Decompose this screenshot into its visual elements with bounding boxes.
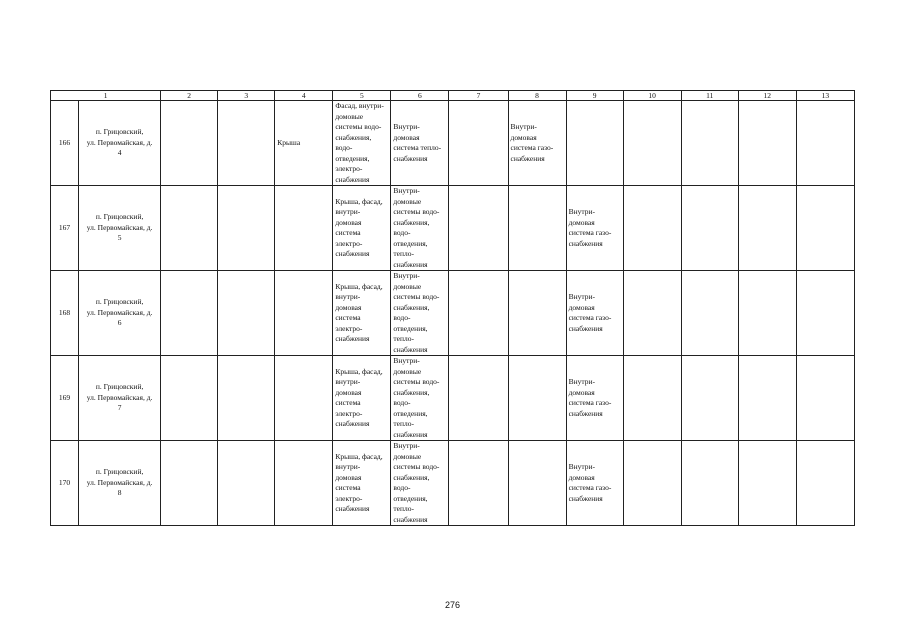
- cell-col-13: [796, 356, 854, 441]
- cell-text-line: снабжения: [393, 429, 428, 439]
- table-row: [51, 271, 855, 356]
- cell-text-line: система: [335, 398, 361, 407]
- cell-text-line: системы водо-: [335, 122, 382, 131]
- cell-text-line: снабжения: [393, 153, 428, 163]
- cell-text-line: п. Грицовский,: [95, 467, 144, 477]
- cell-text-line: домовая: [335, 302, 362, 312]
- cell-text-line: тепло-: [393, 334, 414, 343]
- cell-col-2: [161, 101, 218, 186]
- cell-text-line: 7: [117, 403, 122, 413]
- cell-text-line: ул. Первомайская, д.: [86, 222, 153, 232]
- cell-text-line: снабжения,: [393, 387, 430, 397]
- cell-text-line: водо-: [393, 228, 411, 237]
- cell-col-12: [738, 101, 796, 186]
- cell-text-line: ул. Первомайская, д.: [86, 477, 153, 487]
- cell-text-line: водо-: [335, 143, 353, 152]
- cell-text-line: системы водо-: [393, 462, 440, 471]
- address-cell: [79, 186, 161, 271]
- cell-text-line: системы водо-: [393, 207, 440, 216]
- cell-text-line: Крыша, фасад,: [335, 281, 383, 291]
- cell-text-line: система: [335, 483, 361, 492]
- cell-text-line: система: [335, 313, 361, 322]
- cell-col-5: [333, 356, 391, 441]
- capital-repair-table: [50, 90, 855, 526]
- cell-text-line: водо-: [393, 483, 411, 492]
- cell-text-line: Внутри-: [510, 122, 537, 131]
- cell-text-line: снабжения,: [393, 217, 430, 227]
- cell-text-line: снабжения: [393, 514, 428, 524]
- cell-col-4: [275, 356, 333, 441]
- row-number-cell: 167: [51, 186, 79, 271]
- cell-col-6: [391, 271, 449, 356]
- cell-col-4: [275, 441, 333, 526]
- cell-text-line: снабжения: [335, 504, 370, 513]
- cell-text-line: Внутри-: [393, 186, 420, 195]
- cell-text-line: внутри-: [335, 207, 361, 216]
- row-number-cell: 166: [51, 101, 79, 186]
- cell-col-2: [161, 356, 218, 441]
- cell-col-4: [275, 101, 333, 186]
- cell-text-line: система газо-: [568, 483, 612, 492]
- cell-col-5: [333, 101, 391, 186]
- cell-text-line: домовая: [393, 132, 420, 142]
- cell-col-11: [681, 271, 738, 356]
- cell-col-7: [449, 441, 508, 526]
- cell-text-line: ул. Первомайская, д.: [86, 307, 153, 317]
- table-row: [51, 441, 855, 526]
- header-cell-7: 7: [449, 91, 508, 101]
- cell-col-7: [449, 271, 508, 356]
- cell-text-line: тепло-: [393, 419, 414, 428]
- cell-text-line: снабжения,: [393, 472, 430, 482]
- cell-col-3: [218, 356, 275, 441]
- cell-text-line: Внутри-: [568, 292, 595, 301]
- cell-text-line: Внутри-: [393, 441, 420, 450]
- cell-text-line: снабжения: [335, 419, 370, 428]
- cell-text-line: системы водо-: [393, 377, 440, 386]
- cell-text-line: снабжения: [568, 238, 603, 248]
- address-cell: [79, 101, 161, 186]
- cell-text-line: электро-: [335, 323, 363, 333]
- cell-text-line: 4: [117, 148, 122, 158]
- cell-col-4: [275, 186, 333, 271]
- cell-col-10: [623, 101, 681, 186]
- cell-col-3: [218, 441, 275, 526]
- cell-text-line: снабжения,: [335, 132, 372, 142]
- cell-col-11: [681, 186, 738, 271]
- cell-text-line: п. Грицовский,: [95, 212, 144, 222]
- cell-col-11: [681, 441, 738, 526]
- header-cell-4: 4: [275, 91, 333, 101]
- cell-text-line: снабжения: [335, 174, 370, 184]
- cell-text-line: снабжения: [335, 249, 370, 258]
- header-row: [51, 91, 855, 101]
- cell-text-line: Крыша, фасад,: [335, 366, 383, 376]
- cell-text-line: тепло-: [393, 249, 414, 258]
- cell-text-line: ул. Первомайская, д.: [86, 392, 153, 402]
- cell-text-line: внутри-: [335, 292, 361, 301]
- cell-text-line: тепло-: [393, 504, 414, 513]
- cell-col-6: [391, 356, 449, 441]
- cell-text-line: Фасад, внутри-: [335, 101, 384, 110]
- cell-text-line: водо-: [393, 313, 411, 322]
- cell-col-12: [738, 356, 796, 441]
- table-row: [51, 356, 855, 441]
- cell-text-line: домовая: [568, 387, 595, 397]
- cell-col-10: [623, 356, 681, 441]
- cell-col-3: [218, 101, 275, 186]
- cell-col-12: [738, 186, 796, 271]
- cell-text-line: домовые: [335, 111, 364, 121]
- cell-text-line: внутри-: [335, 377, 361, 386]
- cell-text-line: Крыша: [277, 137, 301, 147]
- cell-col-8: [508, 356, 566, 441]
- cell-text-line: домовые: [393, 196, 422, 206]
- cell-text-line: домовая: [510, 132, 537, 142]
- cell-col-3: [218, 186, 275, 271]
- cell-text-line: Внутри-: [568, 377, 595, 386]
- cell-text-line: отведения,: [393, 323, 428, 333]
- cell-text-line: домовая: [335, 387, 362, 397]
- cell-col-9: [566, 356, 623, 441]
- cell-text-line: снабжения: [393, 344, 428, 354]
- cell-text-line: электро-: [335, 238, 363, 248]
- cell-col-11: [681, 356, 738, 441]
- cell-col-5: [333, 271, 391, 356]
- header-cell-11: 11: [681, 91, 738, 101]
- cell-text-line: 8: [117, 488, 122, 498]
- cell-col-12: [738, 271, 796, 356]
- cell-text-line: домовая: [335, 217, 362, 227]
- header-cell-1: 1: [51, 91, 161, 101]
- cell-col-2: [161, 186, 218, 271]
- cell-col-7: [449, 356, 508, 441]
- header-cell-8: 8: [508, 91, 566, 101]
- cell-col-9: [566, 441, 623, 526]
- cell-col-3: [218, 271, 275, 356]
- cell-text-line: снабжения: [568, 493, 603, 503]
- cell-col-2: [161, 441, 218, 526]
- cell-text-line: электро-: [335, 408, 363, 418]
- cell-text-line: снабжения: [568, 323, 603, 333]
- cell-text-line: система: [335, 228, 361, 237]
- cell-col-7: [449, 101, 508, 186]
- cell-col-9: [566, 271, 623, 356]
- header-cell-10: 10: [623, 91, 681, 101]
- cell-col-6: [391, 101, 449, 186]
- cell-text-line: Внутри-: [568, 207, 595, 216]
- cell-col-13: [796, 186, 854, 271]
- cell-text-line: домовая: [335, 472, 362, 482]
- cell-col-7: [449, 186, 508, 271]
- cell-col-12: [738, 441, 796, 526]
- cell-col-13: [796, 101, 854, 186]
- cell-text-line: Внутри-: [393, 356, 420, 365]
- cell-col-8: [508, 101, 566, 186]
- cell-text-line: снабжения: [510, 153, 545, 163]
- cell-col-2: [161, 271, 218, 356]
- header-cell-13: 13: [796, 91, 854, 101]
- cell-text-line: система тепло-: [393, 143, 442, 152]
- cell-text-line: домовые: [393, 366, 422, 376]
- cell-col-5: [333, 441, 391, 526]
- cell-text-line: Крыша, фасад,: [335, 451, 383, 461]
- header-cell-12: 12: [738, 91, 796, 101]
- cell-col-4: [275, 271, 333, 356]
- cell-text-line: 6: [117, 318, 122, 328]
- header-cell-5: 5: [333, 91, 391, 101]
- cell-text-line: система газо-: [568, 313, 612, 322]
- cell-text-line: домовые: [393, 451, 422, 461]
- cell-text-line: Внутри-: [393, 122, 420, 131]
- table-body: [51, 91, 855, 526]
- cell-text-line: 5: [117, 233, 122, 243]
- header-cell-3: 3: [218, 91, 275, 101]
- cell-col-5: [333, 186, 391, 271]
- cell-text-line: домовая: [568, 217, 595, 227]
- cell-col-6: [391, 441, 449, 526]
- cell-col-13: [796, 441, 854, 526]
- cell-col-9: [566, 186, 623, 271]
- page-number: 276: [444, 600, 461, 610]
- cell-text-line: снабжения: [335, 334, 370, 343]
- address-cell: [79, 271, 161, 356]
- cell-col-8: [508, 186, 566, 271]
- cell-text-line: п. Грицовский,: [95, 297, 144, 307]
- row-number-cell: 170: [51, 441, 79, 526]
- cell-text-line: п. Грицовский,: [95, 127, 144, 137]
- address-cell: [79, 356, 161, 441]
- cell-text-line: система газо-: [510, 143, 554, 152]
- cell-text-line: отведения,: [335, 153, 370, 163]
- cell-col-9: [566, 101, 623, 186]
- cell-col-10: [623, 271, 681, 356]
- cell-text-line: Крыша, фасад,: [335, 196, 383, 206]
- row-number-cell: 169: [51, 356, 79, 441]
- cell-col-8: [508, 441, 566, 526]
- cell-text-line: ул. Первомайская, д.: [86, 137, 153, 147]
- cell-text-line: водо-: [393, 398, 411, 407]
- cell-text-line: домовая: [568, 472, 595, 482]
- cell-text-line: домовая: [568, 302, 595, 312]
- header-cell-2: 2: [161, 91, 218, 101]
- address-cell: [79, 441, 161, 526]
- cell-text-line: электро-: [335, 164, 363, 173]
- cell-text-line: снабжения: [568, 408, 603, 418]
- table-row: [51, 101, 855, 186]
- cell-text-line: отведения,: [393, 408, 428, 418]
- cell-text-line: система газо-: [568, 398, 612, 407]
- cell-text-line: система газо-: [568, 228, 612, 237]
- cell-text-line: отведения,: [393, 493, 428, 503]
- cell-text-line: Внутри-: [568, 462, 595, 471]
- cell-col-10: [623, 186, 681, 271]
- cell-col-8: [508, 271, 566, 356]
- cell-col-6: [391, 186, 449, 271]
- cell-text-line: отведения,: [393, 238, 428, 248]
- row-number-cell: 168: [51, 271, 79, 356]
- cell-text-line: п. Грицовский,: [95, 382, 144, 392]
- cell-text-line: электро-: [335, 493, 363, 503]
- cell-col-10: [623, 441, 681, 526]
- cell-text-line: домовые: [393, 281, 422, 291]
- cell-text-line: внутри-: [335, 462, 361, 471]
- cell-col-11: [681, 101, 738, 186]
- header-cell-6: 6: [391, 91, 449, 101]
- cell-text-line: снабжения,: [393, 302, 430, 312]
- cell-text-line: Внутри-: [393, 271, 420, 280]
- cell-text-line: снабжения: [393, 259, 428, 269]
- cell-text-line: системы водо-: [393, 292, 440, 301]
- table-row: [51, 186, 855, 271]
- cell-col-13: [796, 271, 854, 356]
- header-cell-9: 9: [566, 91, 623, 101]
